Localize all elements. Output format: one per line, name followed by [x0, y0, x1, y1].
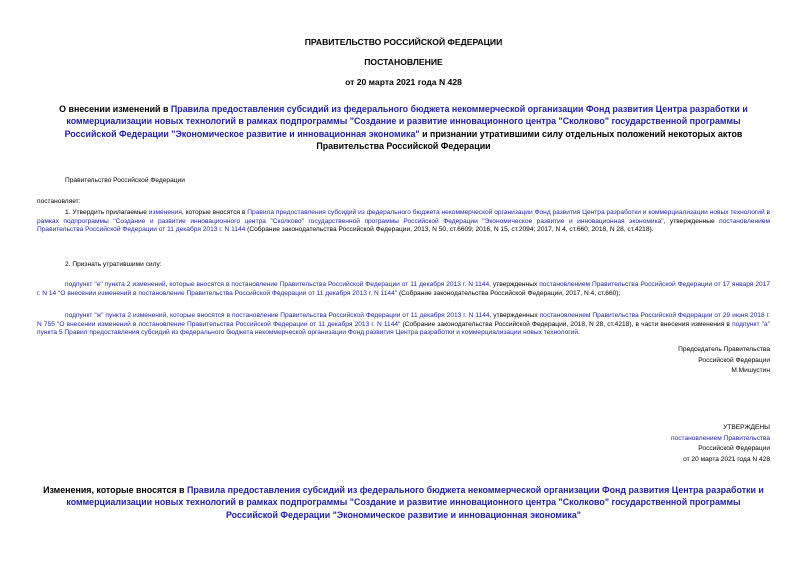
item-1-decree-link[interactable]: постановлением Правительства Российской Федерации от 11 декабря 2013 г. N 1144 — [37, 217, 770, 234]
decrees-line: постановляет: — [37, 198, 81, 205]
approval-date: от 20 марта 2021 года N 428 — [683, 456, 770, 464]
signature-name: М.Мишустин — [731, 367, 770, 375]
subitem-e-text-b: , утвержденных — [489, 281, 540, 288]
item-1-changes-link[interactable]: изменения — [148, 209, 182, 216]
subitem-e-link-b[interactable]: постановлением Правительства Российской Федерации от 17 января 2017 г. N 14 "О внесении изменений в постановление Правительства Российской Федерации от 11 декабря 2013 г. N 1144" — [37, 281, 770, 297]
item-2 — [37, 261, 770, 270]
title-prefix: О внесении изменений в — [59, 104, 171, 114]
title-rules-link[interactable]: Правила предоставления субсидий из федерального бюджета некоммерческой организации Фонд развития Центра разработки и коммерциализации новых технологий в рамках подпрограммы "Создание и развитие инновационного центра "Сколково" государственной программы Российской Федерации "Экономическое развитие и инновационная экономика" — [64, 104, 748, 139]
item-1-rules-link[interactable]: Правила предоставления субсидий из федерального бюджета некоммерческой организации Фонд развития Центра разработки и коммерциализации новых технологий в рамках подпрограммы "Создание и развитие инновационного центра "Сколково" государственной программы Российской Федерации "Экономическое развитие и инновационная экономика" — [37, 209, 770, 225]
item-1-text-a: 1. Утвердить прилагаемые — [65, 209, 149, 216]
subitem-zh-text-c: (Собрание законодательства Российской Федерации, 2018, N 28, ст.4218), в части внесения изменения в — [400, 320, 733, 328]
subitem-zh-link-c[interactable]: подпункт "а" пункта 5 Правил предоставления субсидий из федерального бюджета некоммерческой организации Фонд развития Центра разработки и коммерциализации новых технологий — [37, 320, 770, 337]
annex-title — [40, 484, 767, 521]
approval-block — [671, 423, 770, 466]
item-1-text-b: , которые вносятся в — [181, 209, 248, 216]
approval-org: Российской Федерации — [698, 445, 770, 453]
subitem-zh-link-a[interactable]: подпункт "ж" пункта 2 изменений, которые вносятся в постановление Правительства Российской Федерации от 11 декабря 2013 г. N 1144 — [65, 312, 490, 319]
title-suffix: и признании утратившими силу отдельных положений некоторых актов Правительства Российской Федерации — [316, 128, 743, 152]
subitem-zh-text-b: , утвержденных — [489, 312, 540, 319]
item-2-text: 2. Признать утратившими силу: — [65, 261, 162, 268]
approval-heading: УТВЕРЖДЕНЫ — [723, 424, 770, 431]
government-heading: ПРАВИТЕЛЬСТВО РОССИЙСКОЙ ФЕДЕРАЦИИ — [304, 37, 503, 47]
document-type: ПОСТАНОВЛЕНИЕ — [364, 57, 443, 67]
subitem-zh-link-b[interactable]: постановлением Правительства Российской Федерации от 29 июня 2018 г. N 755 "О внесении изменений в постановление Правительства Российской Федерации от 11 декабря 2013 г. N 1144" — [37, 312, 770, 328]
subitem-e-text-c: (Собрание законодательства Российской Федерации, 2017, N 4, ст.660); — [397, 289, 621, 297]
approval-decree-link[interactable]: постановлением Правительства — [670, 434, 770, 442]
subitem-zh-text-d: . — [578, 329, 580, 337]
document-date-number: от 20 марта 2021 года N 428 — [345, 77, 462, 87]
annex-title-rules-link[interactable]: Правила предоставления субсидий из федерального бюджета некоммерческой организации Фонд развития Центра разработки и коммерциализации новых технологий в рамках подпрограммы "Создание и развитие инновационного центра "Сколково" государственной программы Российской Федерации "Экономическое развитие и инновационная экономика" — [66, 485, 764, 520]
item-1-text-d: (Собрание законодательства Российской Федерации, 2013, N 50, ст.6609; 2016, N 15, ст.2094; 2017, N 4, ст.660; 2018, N 28, ст.4218). — [245, 226, 654, 234]
annex-title-prefix: Изменения, которые вносятся в — [43, 485, 187, 495]
item-1-text-c: , утвержденные — [663, 217, 720, 225]
signature-block — [678, 345, 770, 377]
item-1 — [37, 209, 770, 235]
signature-org: Российской Федерации — [698, 356, 770, 364]
subitem-zh — [37, 312, 770, 338]
signature-title: Председатель Правительства — [678, 346, 770, 353]
document-title — [40, 103, 767, 153]
subitem-e-link-a[interactable]: подпункт "е" пункта 2 изменений, которые вносятся в постановление Правительства Российской Федерации от 11 декабря 2013 г. N 1144 — [65, 281, 490, 288]
government-line — [37, 177, 770, 186]
government-line-text: Правительство Российской Федерации — [65, 177, 185, 184]
subitem-e — [37, 281, 770, 298]
